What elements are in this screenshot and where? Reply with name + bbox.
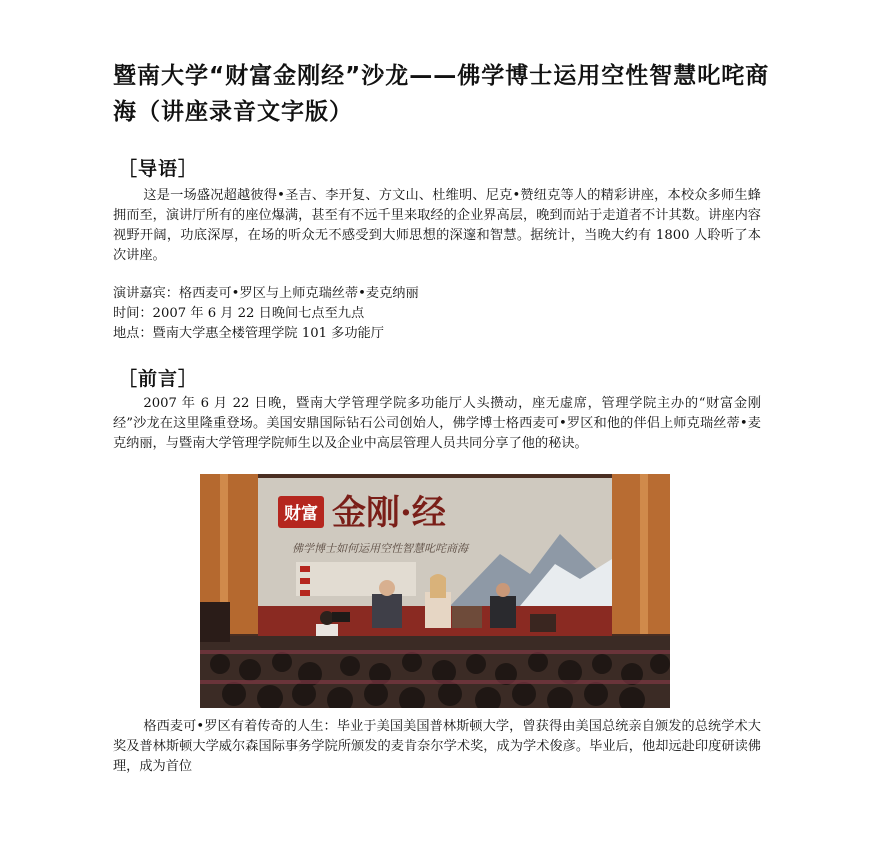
lecture-photo <box>200 474 670 708</box>
time-line: 时间：2007 年 6 月 22 日晚间七点至九点 <box>113 306 365 321</box>
speakers-line: 演讲嘉宾：格西麦可•罗区与上师克瑞丝蒂•麦克纳丽 <box>113 286 419 301</box>
banner-left-text: 财富 <box>284 504 318 524</box>
document-title: 暨南大学“财富金刚经”沙龙——佛学博士运用空性智慧叱咤商海（讲座录音文字版） <box>113 63 770 125</box>
preface-paragraph: 2007 年 6 月 22 日晚，暨南大学管理学院多功能厅人头攒动，座无虚席，管理学院主办的“财富金刚经”沙龙在这里隆重登场。美国安鼎国际钻石公司创始人，佛学博士格西麦可•罗区和他的伴侣上师克瑞丝蒂•麦克纳丽，与暨南大学管理学院师生以及企业中高层管理人员共同分享了他的秘诀。 <box>113 396 761 451</box>
venue-line: 地点：暨南大学惠全楼管理学院 101 多功能厅 <box>113 326 384 341</box>
banner-sub-text: 佛学博士如何运用空性智慧叱咤商海 <box>292 542 468 555</box>
preface-heading: ［前言］ <box>118 368 199 390</box>
after-photo-paragraph: 格西麦可•罗区有着传奇的人生：毕业于美国美国普林斯顿大学，曾获得由美国总统亲自颁发的总统学术大奖及普林斯顿大学威尔森国际事务学院所颁发的麦肯奈尔学术奖，成为学术俊彦。毕业后，他却远赴印度研读佛理，成为首位 <box>113 719 761 774</box>
banner-main-text: 金刚·经 <box>332 493 446 533</box>
intro-heading: ［导语］ <box>118 158 199 180</box>
intro-paragraph: 这是一场盛况超越彼得•圣吉、李开复、方文山、杜维明、尼克•赞纽克等人的精彩讲座，本校众多师生蜂拥而至，演讲厅所有的座位爆满，甚至有不远千里来取经的企业界高层，晚到而站于走道者不计其数。讲座内容视野开阔，功底深厚，在场的听众无不感受到大师思想的深邃和智慧。据统计，当晚大约有 1800 人聆听了本次讲座。 <box>113 188 761 263</box>
